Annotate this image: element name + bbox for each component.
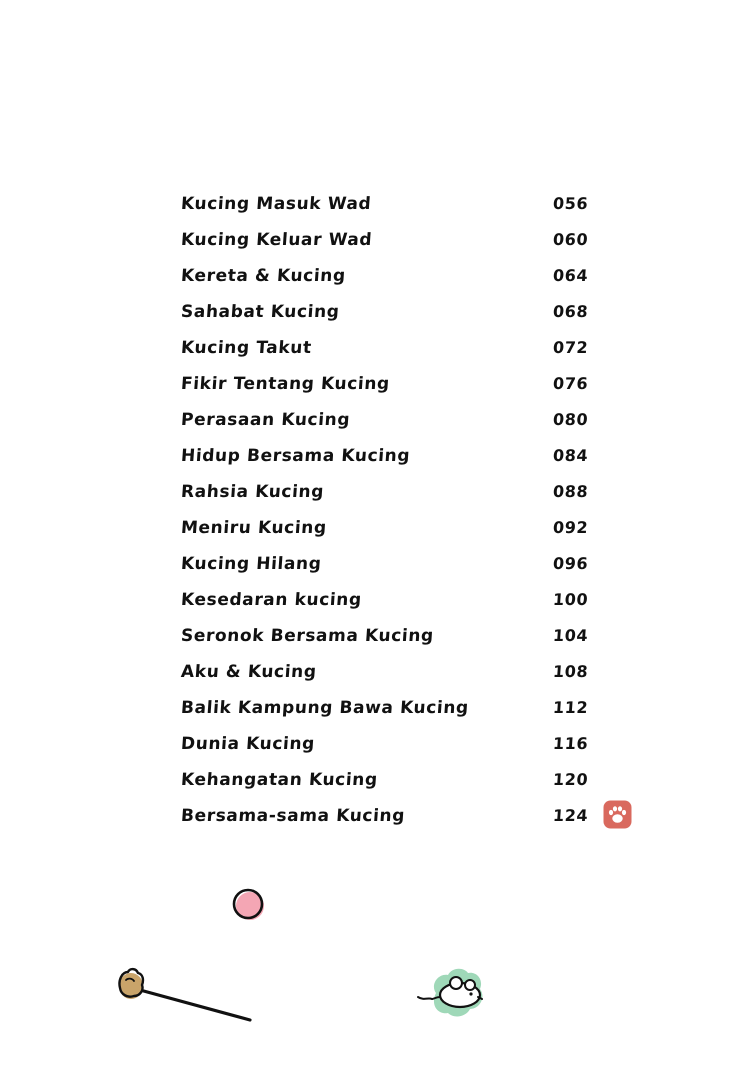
toc-page-number: 096 bbox=[552, 554, 589, 573]
toc-page-number: 104 bbox=[552, 626, 589, 645]
toc-title: Kereta & Kucing bbox=[180, 266, 347, 286]
toc-row[interactable] bbox=[180, 294, 603, 330]
toc-page-number: 108 bbox=[552, 662, 589, 681]
toc-title: Aku & Kucing bbox=[180, 662, 318, 682]
toc-page-number: 092 bbox=[552, 518, 589, 537]
toc-page-number: 072 bbox=[552, 338, 589, 357]
toc-row[interactable] bbox=[180, 762, 603, 798]
toc-title: Sahabat Kucing bbox=[180, 302, 341, 322]
toc-title: Hidup Bersama Kucing bbox=[180, 446, 411, 466]
toc-page-number: 080 bbox=[552, 410, 589, 429]
toc-page-number: 060 bbox=[552, 230, 589, 249]
toc-row[interactable] bbox=[180, 582, 603, 618]
toc-row[interactable] bbox=[180, 798, 603, 834]
toc-page-number: 116 bbox=[552, 734, 589, 753]
toc-row[interactable] bbox=[180, 654, 603, 690]
toc-page-number: 076 bbox=[552, 374, 589, 393]
toc-page-number: 100 bbox=[552, 590, 589, 609]
toc-title: Dunia Kucing bbox=[180, 734, 316, 754]
toc-page-number: 068 bbox=[552, 302, 589, 321]
toc-page-number: 112 bbox=[552, 698, 589, 717]
toc-title: Kehangatan Kucing bbox=[180, 770, 379, 790]
toc-row[interactable] bbox=[180, 258, 603, 294]
cat-wand-toy-icon bbox=[110, 960, 260, 1030]
toc-title: Seronok Bersama Kucing bbox=[180, 626, 435, 646]
toc-page-number: 120 bbox=[552, 770, 589, 789]
toc-page-number: 124 bbox=[552, 806, 589, 825]
toc-page-number: 064 bbox=[552, 266, 589, 285]
toc-title: Fikir Tentang Kucing bbox=[180, 374, 391, 394]
toc-row[interactable] bbox=[180, 546, 603, 582]
toc-row[interactable] bbox=[180, 366, 603, 402]
mouse-toy-icon bbox=[414, 963, 496, 1021]
toc-row[interactable] bbox=[180, 726, 603, 762]
toc-row[interactable] bbox=[180, 690, 603, 726]
toc-title: Kucing Hilang bbox=[180, 554, 323, 574]
toc-title: Kucing Masuk Wad bbox=[180, 194, 372, 214]
toc-title: Meniru Kucing bbox=[180, 518, 328, 538]
toc-row[interactable] bbox=[180, 330, 603, 366]
toc-page-number: 084 bbox=[552, 446, 589, 465]
toc-title: Kucing Takut bbox=[180, 338, 313, 358]
toc-page-number: 056 bbox=[552, 194, 589, 213]
toc-row[interactable] bbox=[180, 186, 603, 222]
toc-title: Perasaan Kucing bbox=[180, 410, 351, 430]
toc-title: Bersama-sama Kucing bbox=[180, 806, 406, 826]
table-of-contents bbox=[181, 186, 601, 834]
paw-icon bbox=[603, 800, 632, 829]
toc-title: Kucing Keluar Wad bbox=[180, 230, 373, 250]
toc-title: Rahsia Kucing bbox=[180, 482, 325, 502]
toc-row[interactable] bbox=[180, 402, 603, 438]
toc-page-number: 088 bbox=[552, 482, 589, 501]
pink-ball-icon bbox=[231, 887, 267, 923]
toc-title: Balik Kampung Bawa Kucing bbox=[180, 698, 470, 718]
toc-title: Kesedaran kucing bbox=[180, 590, 363, 610]
toc-row[interactable] bbox=[180, 222, 603, 258]
toc-row[interactable] bbox=[180, 510, 603, 546]
toc-row[interactable] bbox=[180, 618, 603, 654]
toc-row[interactable] bbox=[180, 474, 603, 510]
toc-row[interactable] bbox=[180, 438, 603, 474]
